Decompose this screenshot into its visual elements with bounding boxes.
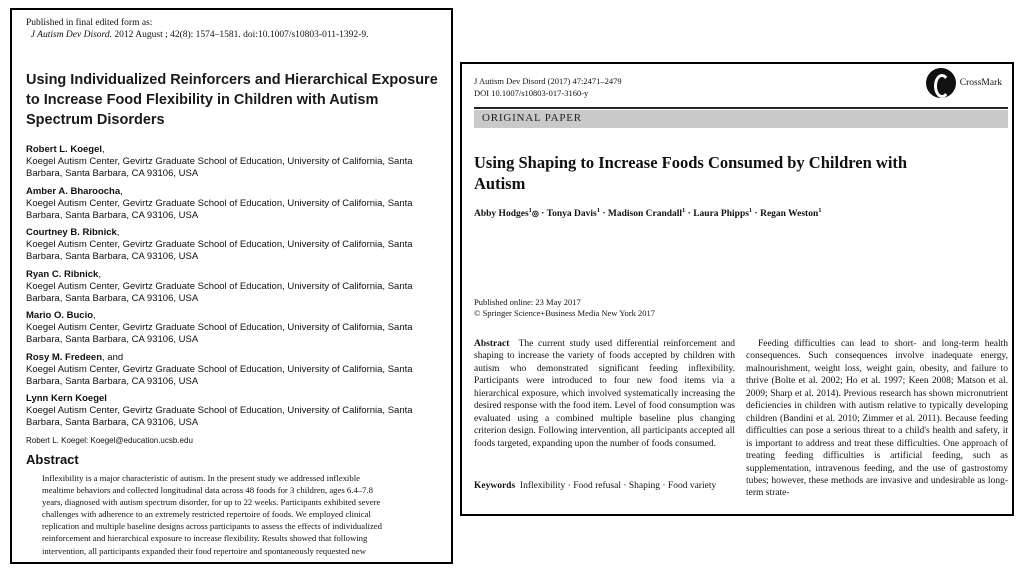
author-suffix: , bbox=[93, 310, 96, 321]
abstract-line: challenges with adherence to an extremely restricted repertoire of foods. We employed clinical bbox=[42, 509, 371, 520]
author-entry bbox=[26, 269, 446, 305]
author-affiliation: Koegel Autism Center, Gevirtz Graduate School of Education, University of California, Santa Barbara, Santa Barbara, CA 93106, USA bbox=[26, 156, 413, 179]
orcid-icon[interactable]: ◎ bbox=[531, 209, 539, 219]
abstract-block bbox=[474, 338, 735, 450]
author-name: Amber A. Bharoocha bbox=[26, 185, 121, 197]
journal-meta bbox=[474, 76, 622, 99]
crossmark-icon bbox=[926, 68, 956, 98]
publication-info bbox=[474, 297, 655, 319]
doi-line: DOI 10.1007/s10803-017-3160-y bbox=[474, 87, 589, 98]
author-separator: · bbox=[538, 209, 547, 220]
introduction-text: Feeding difficulties can lead to short- and long-term health consequences. Such consequences involve inadequate energy, malnourishment, weight loss, weight gain, obesity, and failure to thrive (Bolte et al. 2002; Ho et al. 1997; Keen 2008; Matson et al. 2009; Sharp et al. 2014). Previous research has shown micronutrient deficiencies in children with autism relative to typically developing children (Bandini et al. 2010; Zimmer et al. 2011). Because feeding difficulties can pose a serious threat to a child's health and safety, it is important to address and treat these difficulties. One approach of treating feeding difficulties is artificial feeding, such as supplementation, intravenous feeding, and the use of gastrostomy tubes; however, these methods are invasive and undesirable as long-term strate- bbox=[746, 339, 1008, 499]
right-paper-page bbox=[460, 62, 1014, 516]
author-list bbox=[26, 144, 446, 446]
article-type-label: ORIGINAL PAPER bbox=[482, 112, 582, 124]
author-entry bbox=[26, 227, 446, 263]
author-suffix: , bbox=[102, 144, 105, 155]
publication-note bbox=[26, 17, 368, 41]
author-affil-mark: 1 bbox=[818, 207, 822, 214]
citation-details: 2012 August ; 42(8): 1574–1581. doi:10.1007/s10803-011-1392-9. bbox=[112, 30, 369, 40]
author-list bbox=[474, 207, 822, 219]
author-affil-mark: 1 bbox=[682, 207, 686, 214]
article-type-banner bbox=[474, 110, 1008, 128]
author-entry bbox=[26, 393, 446, 429]
abstract-line: years, diagnosed with autism spectrum disorder, for up to 22 weeks. Participants exhibited severe bbox=[42, 497, 381, 508]
abstract-heading: Abstract bbox=[26, 452, 79, 467]
author-name: Tonya Davis bbox=[546, 209, 597, 220]
author-name: Mario O. Bucio bbox=[26, 310, 94, 321]
author-name: Laura Phipps bbox=[693, 209, 749, 220]
abstract-label: Abstract bbox=[474, 339, 510, 349]
author-name: Courtney B. Ribnick bbox=[26, 227, 117, 238]
author-entry bbox=[26, 310, 446, 346]
author-suffix: , and bbox=[102, 351, 124, 363]
keywords-text: Inflexibility · Food refusal · Shaping · Food variety bbox=[519, 481, 717, 491]
author-affiliation: Koegel Autism Center, Gevirtz Graduate School of Education, University of California, Santa Barbara, Santa Barbara, CA 93106, USA bbox=[26, 363, 413, 387]
left-paper-page bbox=[10, 8, 453, 564]
header-rule bbox=[474, 107, 1008, 109]
publication-citation bbox=[26, 29, 368, 41]
author-suffix: , bbox=[116, 227, 120, 238]
author-affiliation: Koegel Autism Center, Gevirtz Graduate School of Education, University of California, Santa Barbara, Santa Barbara, CA 93106, USA bbox=[26, 239, 413, 262]
author-name: Regan Weston bbox=[760, 209, 819, 220]
abstract-line: mealtime behaviors and collected longitudinal data across 48 foods for 3 children, ages 6.4–7.8 bbox=[42, 485, 373, 496]
author-suffix: , bbox=[98, 268, 101, 280]
author-name: Robert L. Koegel bbox=[26, 144, 103, 155]
paper-title: Using Individualized Reinforcers and Hierarchical Exposure to Increase Food Flexibility in Children with Autism Spectrum Disorders bbox=[26, 72, 438, 128]
abstract-text: The current study used differential reinforcement and shaping to increase the variety of foods accepted by children with autism who demonstrated significant feeding inflexibility. Participants were introduced to four new food items via a hierarchical exposure, which involved systematically increasing the desired response with the food item. Level of food consumption was evaluated using a combined multiple baseline plus changing criterion design. Following intervention, all participants accepted all foods targeted, expanding upon the number of foods consumed. bbox=[474, 339, 736, 449]
paper-title: Using Shaping to Increase Foods Consumed by Children with Autism bbox=[474, 153, 908, 193]
author-affil-mark: 1 bbox=[748, 207, 753, 214]
keywords-block bbox=[474, 480, 735, 492]
corresponding-email: Robert L. Koegel: Koegel@education.ucsb.edu bbox=[26, 435, 193, 445]
author-affiliation: Koegel Autism Center, Gevirtz Graduate School of Education, University of California, Santa Barbara, Santa Barbara, CA 93106, USA bbox=[26, 197, 413, 221]
crossmark-badge[interactable] bbox=[926, 68, 1002, 98]
author-entry bbox=[26, 352, 446, 388]
journal-name: J Autism Dev Disord. bbox=[30, 30, 113, 40]
author-affiliation: Koegel Autism Center, Gevirtz Graduate School of Education, University of California, Santa Barbara, Santa Barbara, CA 93106, USA bbox=[26, 405, 413, 428]
author-name: Madison Crandall bbox=[607, 209, 683, 220]
author-separator: · bbox=[752, 209, 761, 220]
abstract-line: replication and multiple baseline designs across participants to assess the effects of individualized bbox=[42, 521, 383, 532]
journal-line: J Autism Dev Disord (2017) 47:2471–2479 bbox=[474, 76, 622, 86]
abstract-line: intervention, all participants expanded their food repertoire and spontaneously requested new bbox=[42, 545, 366, 556]
author-affil-mark: 1 bbox=[528, 207, 532, 214]
author-separator: · bbox=[599, 209, 608, 220]
author-affiliation: Koegel Autism Center, Gevirtz Graduate School of Education, University of California, Santa Barbara, Santa Barbara, CA 93106, USA bbox=[26, 280, 413, 304]
copyright-line: © Springer Science+Business Media New York 2017 bbox=[474, 308, 655, 318]
author-separator: · bbox=[685, 209, 694, 220]
author-name: Abby Hodges bbox=[474, 209, 529, 220]
author-name: Rosy M. Fredeen bbox=[26, 351, 103, 363]
author-name: Ryan C. Ribnick bbox=[26, 268, 99, 280]
publication-note-line1: Published in final edited form as: bbox=[26, 18, 153, 28]
abstract-line: Inflexibility is a major characteristic of autism. In the present study we addressed inflexible bbox=[42, 473, 360, 483]
author-entry bbox=[26, 186, 446, 222]
abstract-line: reinforcement and hierarchical exposure to increase flexibility. Results showed that following bbox=[42, 533, 368, 544]
author-suffix: , bbox=[120, 185, 123, 197]
published-online: Published online: 23 May 2017 bbox=[474, 297, 581, 307]
author-affiliation: Koegel Autism Center, Gevirtz Graduate School of Education, University of California, Santa Barbara, Santa Barbara, CA 93106, USA bbox=[26, 322, 413, 345]
crossmark-label: CrossMark bbox=[959, 78, 1002, 88]
author-affil-mark: 1 bbox=[596, 207, 600, 214]
abstract-body bbox=[42, 472, 442, 557]
author-entry bbox=[26, 144, 446, 180]
keywords-label: Keywords bbox=[474, 481, 516, 491]
author-name: Lynn Kern Koegel bbox=[26, 393, 107, 404]
